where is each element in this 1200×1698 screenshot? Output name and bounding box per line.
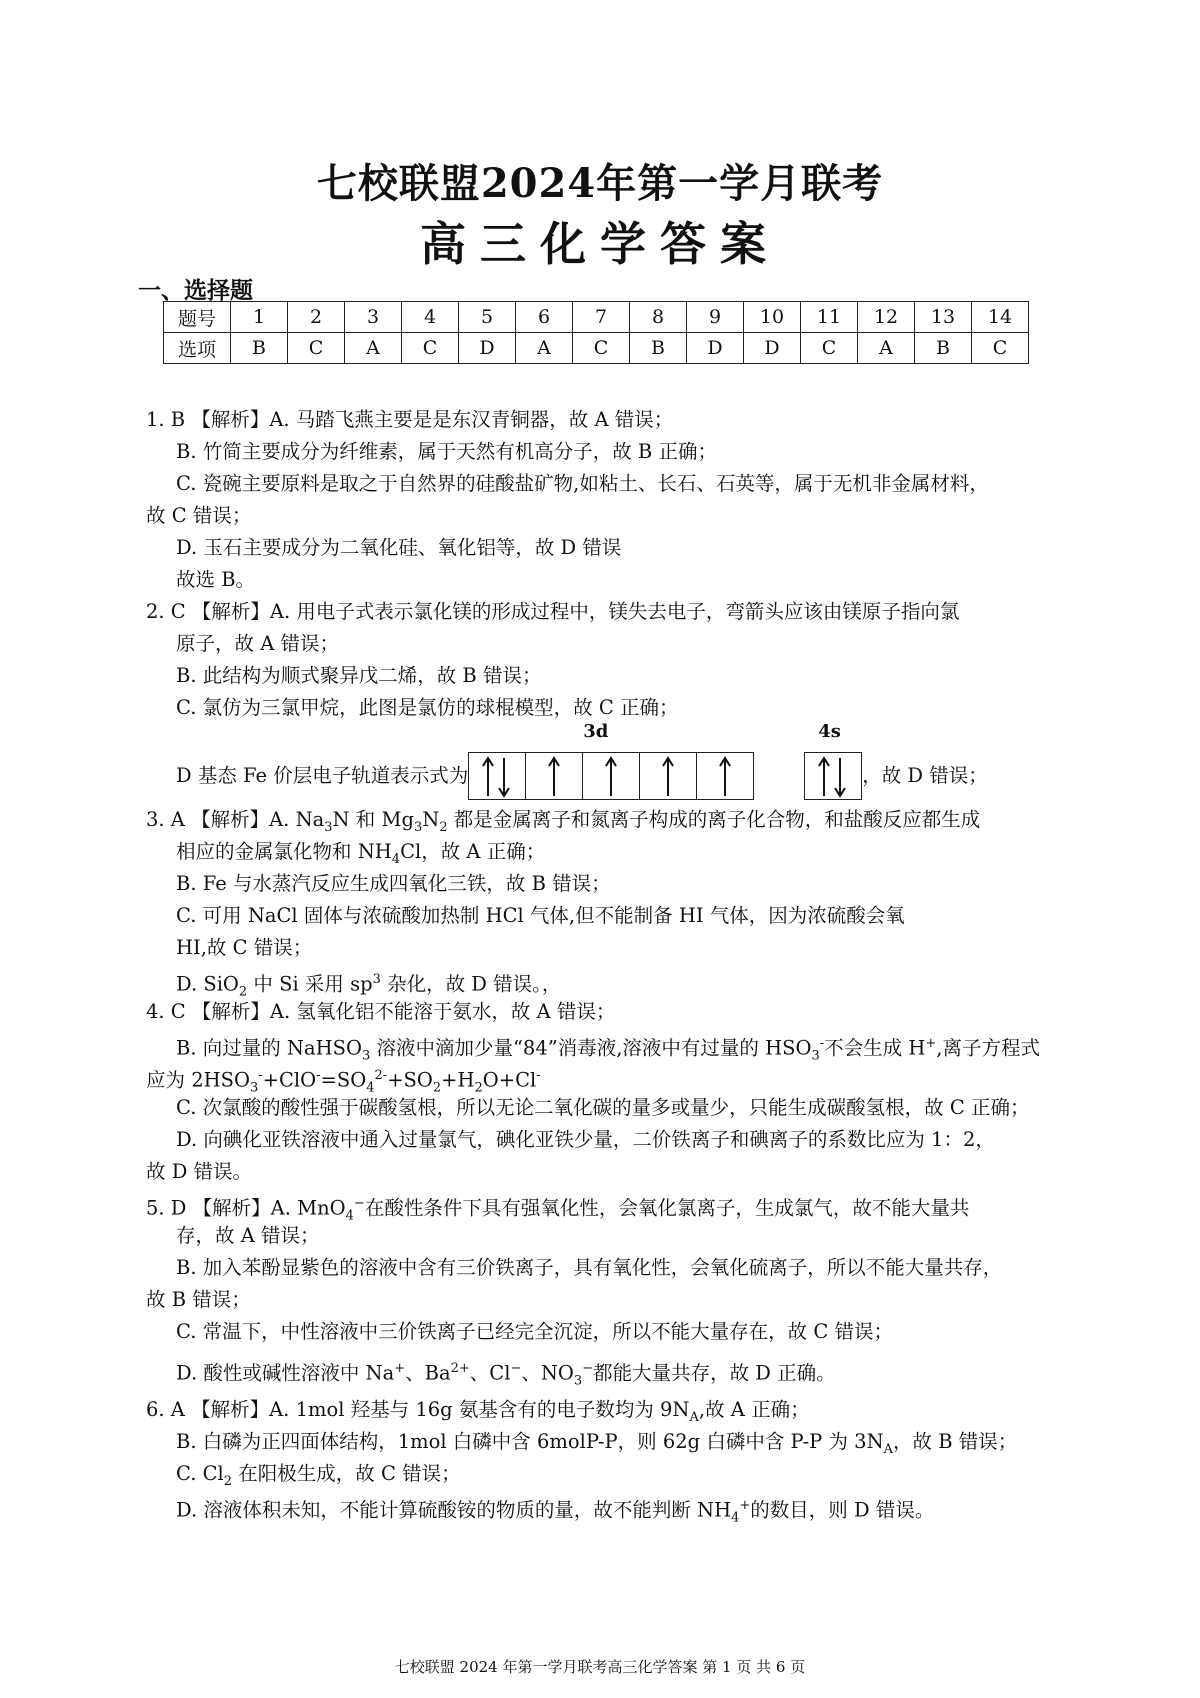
- fe-orbital-line: [146, 721, 1066, 804]
- q3-line: HI,故 C 错误；: [176, 936, 313, 959]
- single-electron-arrow-icon: [640, 753, 697, 799]
- explanation-line: C. 瓷碗主要原料是取之于自然界的硅酸盐矿物,如粘土、长石、石英等，属于无机非金属材料，: [176, 472, 989, 495]
- fe-suffix: ，故 D 错误；: [862, 764, 988, 787]
- explanation-line: 故选 B。: [176, 568, 256, 591]
- q4-line: D. 向碘化亚铁溶液中通入过量氯气，碘化亚铁少量，二价铁离子和碘离子的系数比应为 1：2，: [176, 1128, 995, 1151]
- explanation-line: D. 玉石主要成分为二氧化硅、氧化铝等，故 D 错误: [176, 536, 622, 559]
- question-number-cell: 11: [801, 302, 858, 333]
- single-electron-arrow-icon: [697, 753, 753, 799]
- question-number-cell: 10: [744, 302, 801, 333]
- answer-table: [163, 301, 1029, 364]
- orbital-3d-label: 3d: [583, 721, 609, 742]
- answer-choice-cell: B: [630, 333, 687, 364]
- paired-electron-arrows-icon: [469, 753, 526, 799]
- explanation-line: 2. C 【解析】A. 用电子式表示氯化镁的形成过程中，镁失去电子，弯箭头应该由镁原子指向氯: [146, 600, 960, 623]
- question-number-cell: 12: [858, 302, 915, 333]
- answer-choice-cell: C: [972, 333, 1029, 364]
- q6-line: B. 白磷为正四面体结构，1mol 白磷中含 6molP-P，则 62g 白磷中含 P-P 为 $3N_A$，故 B 错误；: [176, 1430, 1018, 1457]
- choice-row: [164, 333, 1029, 364]
- single-electron-arrow-icon: [526, 753, 583, 799]
- question-number-cell: 9: [687, 302, 744, 333]
- orbital-4s-label: 4s: [818, 721, 841, 742]
- answer-choice-cell: D: [744, 333, 801, 364]
- q4-line: B. 向过量的 NaHSO$_3$ 溶液中滴加少量“84”消毒液,溶液中有过量的 $HSO_3^-$不会生成 H+,离子方程式: [176, 1036, 1040, 1064]
- orbital-3d: [468, 721, 754, 800]
- answer-choice-cell: D: [687, 333, 744, 364]
- row-label: 题号: [164, 302, 231, 333]
- answer-choice-cell: C: [573, 333, 630, 364]
- question-number-cell: 6: [516, 302, 573, 333]
- explanation-line: 1. B 【解析】A. 马踏飞燕主要是是东汉青铜器，故 A 错误；: [146, 408, 674, 431]
- q4-line: 4. C 【解析】A. 氢氧化铝不能溶于氨水，故 A 错误；: [146, 1000, 616, 1023]
- orbital-4s: [804, 721, 862, 800]
- q3-line: B. Fe 与水蒸汽反应生成四氧化三铁，故 B 错误；: [176, 872, 611, 895]
- q6-line: D. 溶液体积未知，不能计算硫酸铵的物质的量，故不能判断 $NH_4^+$的数目，则 D 错误。: [176, 1498, 935, 1526]
- answer-choice-cell: A: [345, 333, 402, 364]
- page-title: 高三化学答案: [420, 217, 780, 271]
- explanation-line: C. 氯仿为三氯甲烷，此图是氯仿的球棍模型，故 C 正确；: [176, 696, 679, 719]
- q4-line: 应为 $2HSO_3^-+ClO^-=SO_4^{2-}+SO_2+H_2O+Cl^-$: [146, 1068, 541, 1096]
- q3-line: 3. A 【解析】A. $Na_3N$ 和 $Mg_3N_2$ 都是金属离子和氮离子构成的离子化合物，和盐酸反应都生成: [146, 808, 981, 835]
- answer-choice-cell: B: [915, 333, 972, 364]
- answer-choice-cell: D: [459, 333, 516, 364]
- question-number-cell: 14: [972, 302, 1029, 333]
- q5-line: D. 酸性或碱性溶液中 Na+、$Ba^{2+}$、Cl−、$NO_3^-$都能大量共存，故 D 正确。: [176, 1361, 836, 1389]
- answer-choice-cell: B: [231, 333, 288, 364]
- paired-electron-arrows-icon: [805, 753, 861, 799]
- single-electron-arrow-icon: [583, 753, 640, 799]
- exam-title: 七校联盟2024年第一学月联考: [316, 160, 884, 207]
- question-number-cell: 8: [630, 302, 687, 333]
- question-number-cell: 4: [402, 302, 459, 333]
- explanation-line: B. 竹简主要成分为纤维素，属于天然有机高分子，故 B 正确；: [176, 440, 717, 463]
- row-label: 选项: [164, 333, 231, 364]
- answer-choice-cell: C: [801, 333, 858, 364]
- answer-choice-cell: A: [858, 333, 915, 364]
- question-number-cell: 5: [459, 302, 516, 333]
- answer-choice-cell: C: [288, 333, 345, 364]
- explanation-line: B. 此结构为顺式聚异戊二烯，故 B 错误；: [176, 664, 542, 687]
- explanation-line: 原子，故 A 错误；: [176, 632, 339, 655]
- q6-line: C. $Cl_2$ 在阳极生成，故 C 错误；: [176, 1462, 461, 1489]
- q4-line: C. 次氯酸的酸性强于碳酸氢根，所以无论二氧化碳的量多或量少，只能生成碳酸氢根，故 C 正确；: [176, 1096, 1030, 1119]
- q4-line: 故 D 错误。: [146, 1160, 253, 1183]
- q5-line: 故 B 错误；: [146, 1288, 251, 1311]
- question-number-row: [164, 302, 1029, 333]
- q5-line: B. 加入苯酚显紫色的溶液中含有三价铁离子，具有氧化性，会氧化硫离子，所以不能大量共存，: [176, 1256, 1003, 1279]
- answer-choice-cell: C: [402, 333, 459, 364]
- q6-line: 6. A 【解析】A. 1mol 羟基与 16g 氨基含有的电子数均为 $9N_A$,故 A 正确；: [146, 1398, 810, 1425]
- question-number-cell: 7: [573, 302, 630, 333]
- explanation-line: 故 C 错误；: [146, 504, 252, 527]
- section-heading: 一、选择题: [138, 277, 253, 304]
- question-number-cell: 3: [345, 302, 402, 333]
- q5-line: 存，故 A 错误；: [176, 1224, 320, 1247]
- fe-prefix: D 基态 Fe 价层电子轨道表示式为: [176, 764, 469, 787]
- q5-line: 5. D 【解析】A. MnO$_4$−在酸性条件下具有强氧化性，会氧化氯离子，生成氯气，故不能大量共: [146, 1196, 970, 1224]
- explanations: [146, 404, 1066, 1526]
- question-number-cell: 2: [288, 302, 345, 333]
- q3-line: D. SiO$_2$ 中 Si 采用 $sp^3$ 杂化，故 D 错误。，: [176, 972, 562, 1000]
- q3-line: 相应的金属氯化物和 $NH_4Cl$，故 A 正确；: [176, 840, 546, 867]
- q3-line: C. 可用 NaCl 固体与浓硫酸加热制 HCl 气体,但不能制备 HI 气体，因为浓硫酸会氧: [176, 904, 905, 927]
- q5-line: C. 常温下，中性溶液中三价铁离子已经完全沉淀，所以不能大量存在，故 C 错误；: [176, 1320, 893, 1343]
- page-footer: 七校联盟 2024 年第一学月联考高三化学答案 第 1 页 共 6 页: [394, 1658, 806, 1676]
- question-number-cell: 1: [231, 302, 288, 333]
- question-number-cell: 13: [915, 302, 972, 333]
- answer-choice-cell: A: [516, 333, 573, 364]
